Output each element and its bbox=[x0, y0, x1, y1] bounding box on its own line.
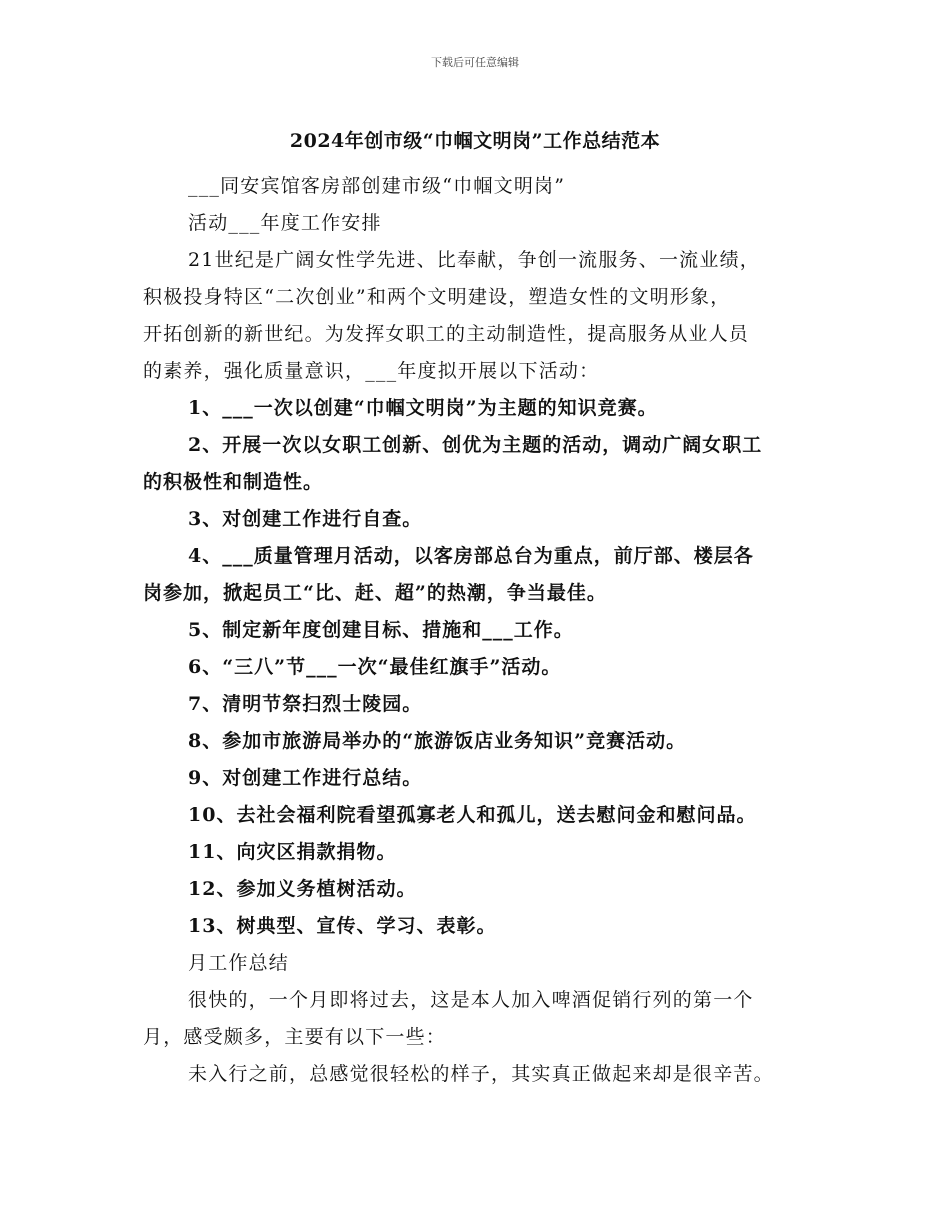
list-item: 3、对创建工作进行自查。 bbox=[188, 508, 423, 530]
document-body bbox=[143, 168, 813, 1093]
section-heading: 月工作总结 bbox=[188, 952, 290, 974]
list-item: 8、参加市旅游局举办的“旅游饭店业务知识”竞赛活动。 bbox=[188, 730, 687, 752]
paragraph-line: 开拓创新的新世纪。为发挥女职工的主动制造性，提高服务从业人员 bbox=[143, 323, 750, 345]
list-item-continuation: 岗参加，掀起员工“比、赶、超”的热潮，争当最佳。 bbox=[143, 582, 607, 604]
list-item: 12、参加义务植树活动。 bbox=[188, 878, 417, 900]
list-item: 4、___质量管理月活动，以客房部总台为重点，前厅部、楼层各 bbox=[188, 545, 754, 567]
paragraph-line: 的素养，强化质量意识，___年度拟开展以下活动： bbox=[143, 360, 600, 382]
paragraph-line: 活动___年度工作安排 bbox=[188, 212, 382, 234]
list-item: 1、___一次以创建“巾帼文明岗”为主题的知识竞赛。 bbox=[188, 397, 658, 419]
paragraph-line: 积极投身特区“二次创业”和两个文明建设，塑造女性的文明形象， bbox=[143, 286, 731, 308]
paragraph-line: 未入行之前，总感觉很轻松的样子，其实真正做起来却是很辛苦。 bbox=[188, 1063, 774, 1085]
list-item: 9、对创建工作进行总结。 bbox=[188, 767, 423, 789]
header-note: 下载后可任意编辑 bbox=[431, 56, 519, 69]
list-item: 11、向灾区捐款捐物。 bbox=[188, 841, 397, 863]
document-title: 2024年创市级“巾帼文明岗”工作总结范本 bbox=[289, 130, 661, 152]
list-item: 2、开展一次以女职工创新、创优为主题的活动，调动广阔女职工 bbox=[188, 434, 763, 456]
list-item: 6、“三八”节___一次“最佳红旗手”活动。 bbox=[188, 656, 562, 678]
paragraph-line: 很快的，一个月即将过去，这是本人加入啤酒促销行列的第一个 bbox=[188, 989, 754, 1011]
list-item: 5、制定新年度创建目标、措施和___工作。 bbox=[188, 619, 574, 641]
list-item-continuation: 的积极性和制造性。 bbox=[143, 471, 324, 493]
list-item: 7、清明节祭扫烈士陵园。 bbox=[188, 693, 423, 715]
list-item: 10、去社会福利院看望孤寡老人和孤儿，送去慰问金和慰问品。 bbox=[188, 804, 757, 826]
paragraph-line: 月，感受颇多，主要有以下一些： bbox=[143, 1026, 447, 1048]
paragraph-line: ___同安宾馆客房部创建市级“巾帼文明岗” bbox=[188, 175, 566, 197]
paragraph-line: 21世纪是广阔女性学先进、比奉献，争创一流服务、一流业绩， bbox=[188, 249, 760, 271]
list-item: 13、树典型、宣传、学习、表彰。 bbox=[188, 915, 497, 937]
